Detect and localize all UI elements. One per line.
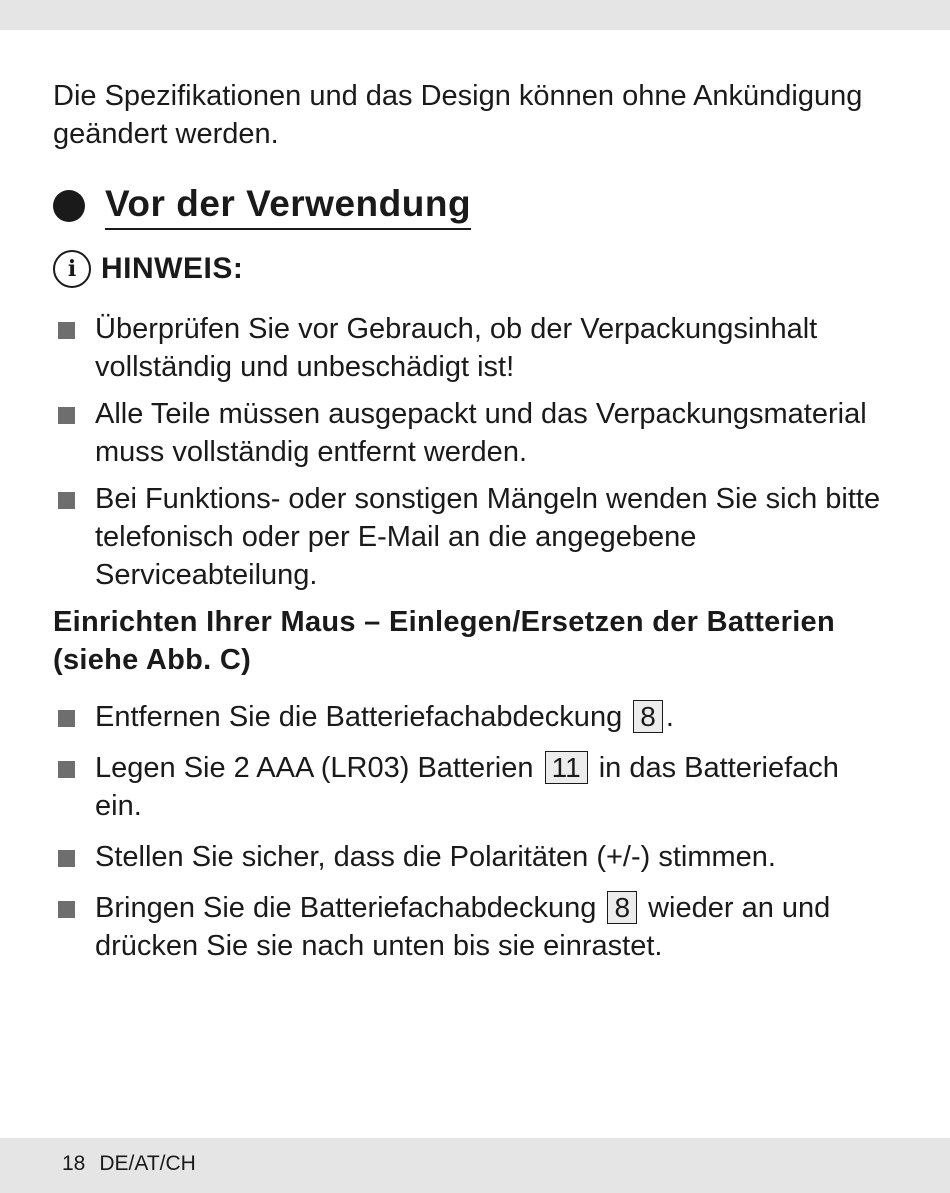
part-reference: 8 [633, 700, 663, 733]
note-item [58, 395, 888, 471]
step-text: Entfernen Sie die Batteriefachabdeckung [95, 701, 623, 733]
locale-label: DE/AT/CH [99, 1152, 196, 1175]
note-title: HINWEIS: [101, 252, 244, 285]
step-item [58, 889, 888, 965]
top-margin-band [0, 0, 950, 30]
section-title: Vor der Verwendung [105, 182, 471, 230]
step-text: Stellen Sie sicher, dass die Polaritäten (+/-) stimmen. [95, 841, 776, 873]
footer [62, 1152, 210, 1176]
step-item [58, 698, 888, 736]
step-item [58, 838, 888, 876]
square-bullet-icon [58, 322, 75, 339]
subsection-title: Einrichten Ihrer Maus – Einlegen/Ersetzen der Batterien (siehe Abb. C) [53, 606, 835, 676]
part-reference: 11 [545, 751, 588, 784]
square-bullet-icon [58, 492, 75, 509]
page-number: 18 [62, 1152, 86, 1175]
note-item-text: Bei Funktions- oder sonstigen Mängeln wenden Sie sich bitte telefonisch oder per E-Mail an die angegebene Serviceabteilung. [95, 483, 881, 591]
note-item-text: Alle Teile müssen ausgepackt und das Verpackungsmaterial muss vollständig entfernt werden. [95, 398, 867, 468]
square-bullet-icon [58, 850, 75, 867]
step-text: Legen Sie 2 AAA (LR03) Batterien [95, 752, 534, 784]
square-bullet-icon [58, 710, 75, 727]
note-item [58, 310, 888, 386]
square-bullet-icon [58, 761, 75, 778]
note-item [58, 480, 888, 594]
note-list [58, 310, 888, 603]
step-list [58, 698, 888, 978]
part-reference: 8 [607, 891, 637, 924]
step-text: wieder an und drücken Sie sie nach unten bis sie einrastet. [95, 892, 831, 962]
step-text: in das Batteriefach ein. [95, 752, 839, 822]
note-item-text: Überprüfen Sie vor Gebrauch, ob der Verpackungsinhalt vollständig und unbeschädigt ist! [95, 313, 818, 383]
square-bullet-icon [58, 901, 75, 918]
step-text: . [665, 701, 674, 733]
bullet-dot-icon [53, 190, 85, 222]
intro-text: Die Spezifikationen und das Design können ohne Ankündigung geändert werden. [53, 80, 863, 150]
note-heading [53, 250, 243, 288]
square-bullet-icon [58, 407, 75, 424]
step-item [58, 749, 888, 825]
step-text: Bringen Sie die Batteriefachabdeckung [95, 892, 597, 924]
section-heading [53, 182, 471, 230]
info-icon: i [53, 250, 91, 288]
